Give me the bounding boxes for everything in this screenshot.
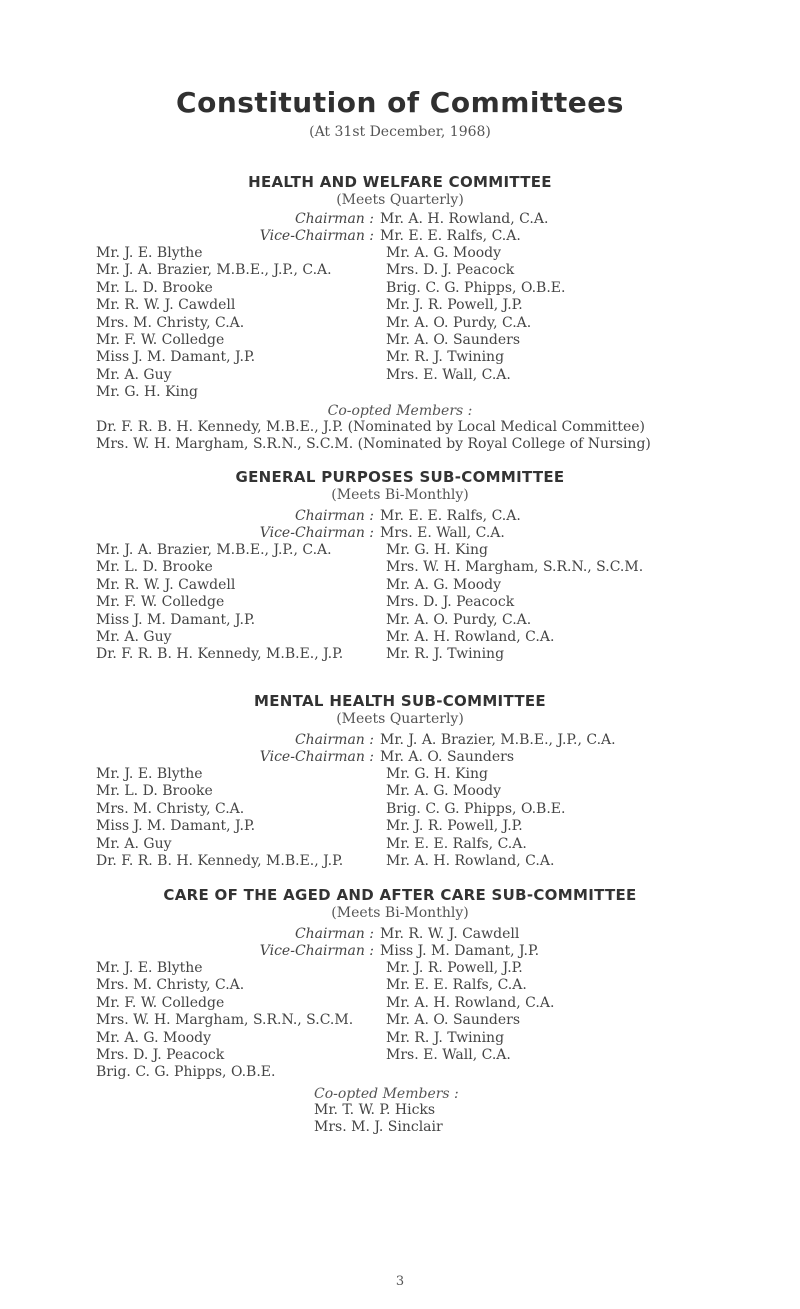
care-of-the-aged-sub-committee [0,886,800,1136]
member-name: Mrs. M. Christy, C.A. [96,977,245,994]
members-left-column [96,766,343,870]
vice-chairman-label: Vice-Chairman : [259,525,374,541]
member-name: Mr. A. O. Saunders [386,1012,521,1029]
coopted-label: Co-opted Members : [327,403,473,419]
mental-health-sub-committee [0,692,800,881]
member-name: Mr. J. R. Powell, J.P. [386,960,523,976]
member-name: Miss J. M. Damant, J.P. [96,611,256,628]
member-name: Miss J. M. Damant, J.P. [96,818,256,835]
member-name: Mr. A. H. Rowland, C.A. [386,853,555,870]
general-purposes-sub-committee [0,468,800,672]
member-name: Mrs. E. Wall, C.A. [386,1047,511,1064]
vice-chairman-name: Miss J. M. Damant, J.P. [380,943,540,959]
member-name: Mr. L. D. Brooke [96,279,213,296]
member-name: Mr. A. O. Saunders [386,332,521,349]
chairman-name: Mr. A. H. Rowland, C.A. [380,211,549,227]
chairman-label: Chairman : [294,926,374,942]
member-name: Mr. G. H. King [386,542,488,558]
page-title: Constitution of Committees [176,86,624,119]
member-name: Mr. A. Guy [96,366,172,383]
meeting-frequency: (Meets Quarterly) [336,192,464,208]
member-name: Mr. A. G. Moody [386,245,502,261]
coopted-label: Co-opted Members : [314,1086,459,1102]
members-left-column [96,245,332,402]
members-right-column [386,766,565,870]
member-name: Mr. A. H. Rowland, C.A. [386,629,555,646]
member-name: Dr. F. R. B. H. Kennedy, M.B.E., J.P. [96,646,344,663]
member-name: Mr. J. E. Blythe [96,766,203,782]
member-name: Mr. A. Guy [96,835,172,852]
meeting-frequency: (Meets Quarterly) [336,711,464,727]
meeting-frequency: (Meets Bi-Monthly) [331,487,469,503]
vice-chairman-name: Mr. E. E. Ralfs, C.A. [380,228,521,244]
member-name: Mr. A. G. Moody [386,783,502,800]
member-name: Mr. L. D. Brooke [96,559,213,576]
member-name: Miss J. M. Damant, J.P. [96,349,256,366]
members-left-column [96,960,353,1082]
section-title: HEALTH AND WELFARE COMMITTEE [248,173,552,191]
member-name: Mr. J. A. Brazier, M.B.E., J.P., C.A. [96,262,332,279]
member-name: Mr. R. W. J. Cawdell [96,297,236,314]
member-name: Mrs. M. Christy, C.A. [96,314,245,331]
member-name: Mr. F. W. Colledge [96,594,225,611]
member-name: Mr. A. O. Purdy, C.A. [386,611,532,628]
coopted-member: Mrs. M. J. Sinclair [314,1119,443,1135]
member-name: Mr. R. J. Twining [386,646,505,663]
chairman-name: Mr. R. W. J. Cawdell [380,926,520,942]
member-name: Mr. G. H. King [386,766,488,782]
member-name: Mrs. D. J. Peacock [386,262,515,279]
member-name: Mr. F. W. Colledge [96,332,225,349]
member-name: Mrs. D. J. Peacock [96,1047,225,1064]
member-name: Brig. C. G. Phipps, O.B.E. [386,800,566,817]
section-title: CARE OF THE AGED AND AFTER CARE SUB-COMMITTEE [163,886,637,904]
chairman-name: Mr. J. A. Brazier, M.B.E., J.P., C.A. [380,732,616,748]
member-name: Mr. J. A. Brazier, M.B.E., J.P., C.A. [96,542,332,558]
coopted-member: Mrs. W. H. Margham, S.R.N., S.C.M. (Nominated by Royal College of Nursing) [96,436,651,452]
meeting-frequency: (Meets Bi-Monthly) [331,905,469,921]
member-name: Brig. C. G. Phipps, O.B.E. [386,279,566,296]
vice-chairman-name: Mr. A. O. Saunders [380,749,515,765]
member-name: Mrs. W. H. Margham, S.R.N., S.C.M. [386,559,644,576]
members-right-column [386,245,565,384]
member-name: Mr. A. H. Rowland, C.A. [386,994,555,1011]
vice-chairman-label: Vice-Chairman : [259,228,374,244]
member-name: Dr. F. R. B. H. Kennedy, M.B.E., J.P. [96,853,344,870]
vice-chairman-name: Mrs. E. Wall, C.A. [380,525,505,541]
member-name: Mr. J. E. Blythe [96,245,203,261]
member-name: Mr. J. E. Blythe [96,960,203,976]
member-name: Mr. A. G. Moody [386,576,502,593]
coopted-member: Mr. T. W. P. Hicks [314,1102,436,1118]
member-name: Brig. C. G. Phipps, O.B.E. [96,1064,276,1081]
member-name: Mr. F. W. Colledge [96,994,225,1011]
members-right-column [386,542,643,664]
member-name: Mrs. M. Christy, C.A. [96,800,245,817]
member-name: Mr. G. H. King [96,384,198,401]
chairman-label: Chairman : [294,211,374,227]
member-name: Mr. J. R. Powell, J.P. [386,818,523,835]
date-line: (At 31st December, 1968) [309,124,491,140]
section-title: MENTAL HEALTH SUB-COMMITTEE [254,692,546,710]
member-name: Mr. R. J. Twining [386,349,505,366]
member-name: Mr. J. R. Powell, J.P. [386,297,523,314]
page-number: 3 [395,1274,405,1289]
health-welfare-committee [0,173,800,453]
member-name: Mrs. D. J. Peacock [386,594,515,611]
member-name: Mr. R. J. Twining [386,1029,505,1046]
vice-chairman-label: Vice-Chairman : [259,749,374,765]
member-name: Mr. R. W. J. Cawdell [96,576,236,593]
member-name: Mrs. E. Wall, C.A. [386,366,511,383]
coopted-member: Dr. F. R. B. H. Kennedy, M.B.E., J.P. (Nominated by Local Medical Committee) [96,419,645,435]
member-name: Mr. A. Guy [96,629,172,646]
member-name: Mrs. W. H. Margham, S.R.N., S.C.M. [96,1012,354,1029]
chairman-label: Chairman : [294,732,374,748]
member-name: Mr. L. D. Brooke [96,783,213,800]
member-name: Mr. A. O. Purdy, C.A. [386,314,532,331]
vice-chairman-label: Vice-Chairman : [259,943,374,959]
member-name: Mr. E. E. Ralfs, C.A. [386,835,527,852]
member-name: Mr. A. G. Moody [96,1029,212,1046]
members-right-column [386,960,554,1064]
member-name: Mr. E. E. Ralfs, C.A. [386,977,527,994]
section-title: GENERAL PURPOSES SUB-COMMITTEE [235,468,565,486]
chairman-name: Mr. E. E. Ralfs, C.A. [380,508,521,524]
chairman-label: Chairman : [294,508,374,524]
members-left-column [96,542,343,664]
